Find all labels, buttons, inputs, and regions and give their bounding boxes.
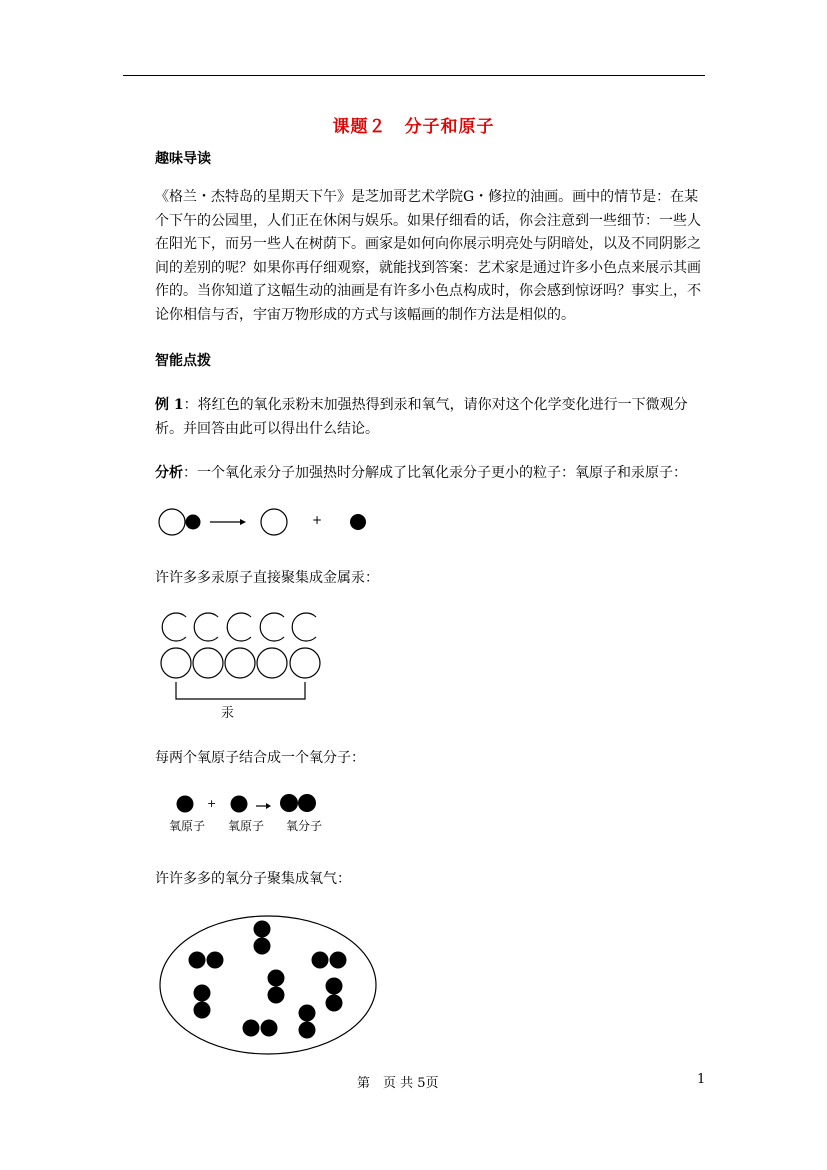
page-title: 课题２ 分子和原子: [332, 117, 495, 137]
oxygen-molecule-formation-diagram: [177, 794, 317, 813]
mercury-atom-diagram: [261, 509, 287, 535]
reaction-arrow-1: [210, 519, 246, 525]
mercury-oxide-molecule-diagram: [159, 509, 201, 535]
example-text: ：将红色的氧化汞粉末加强热得到汞和氧气，请你对这个化学变化进行一下微观分析。并回答由此可以得出什么结论。: [155, 397, 688, 437]
section-heading-intro: 趣味导读: [155, 151, 211, 167]
analysis-label: 分析: [155, 465, 183, 481]
example-label: 例 1: [155, 397, 184, 413]
section-heading-tips: 智能点拨: [155, 353, 211, 369]
oxygen-atom-label-1: 氧原子: [169, 819, 206, 833]
plus-sign-1: +: [312, 513, 323, 527]
oxygen-atom-label-2: 氧原子: [228, 819, 265, 833]
oxygen-molecule-label: 氧分子: [286, 819, 323, 833]
mercury-lattice-diagram: [161, 613, 320, 699]
plus-sign-2: +: [207, 797, 217, 810]
intro-paragraph: 《格兰・杰特岛的星期天下午》是芝加哥艺术学院G・修拉的油画。画中的情节是：在某个下午的公园里，人们正在休闲与娱乐。如果仔细看的话，你会注意到一些细节：一些人在阳光下，而另一些人在树荫下。画家是如何向你展示明亮处与阴暗处，以及不同阴影之间的差别的呢？如果你再仔细观察，就能找到答案：艺术家是通过许多小色点来展示其画作的。当你知道了这幅生动的油画是有许多小色点构成时，你会感到惊讶吗？事实上，不论你相信与否，宇宙万物形成的方式与该幅画的制作方法是相似的。: [155, 189, 701, 323]
oxygen-atom-diagram: [350, 514, 366, 530]
analysis-text: ：一个氧化汞分子加强热时分解成了比氧化汞分子更小的粒子：氧原子和汞原子：: [183, 465, 687, 481]
mercury-label: 汞: [221, 706, 235, 721]
oxygen-caption: 每两个氧原子结合成一个氧分子：: [155, 750, 365, 766]
oxygen-gas-diagram: [160, 916, 376, 1054]
mercury-caption: 许许多多汞原子直接聚集成金属汞：: [155, 570, 379, 586]
oxygen-gas-caption: 许许多多的氧分子聚集成氧气：: [155, 871, 351, 887]
footer-page-number: 1: [697, 1072, 706, 1087]
footer-page-info: 第 页 共 5页: [357, 1076, 439, 1091]
